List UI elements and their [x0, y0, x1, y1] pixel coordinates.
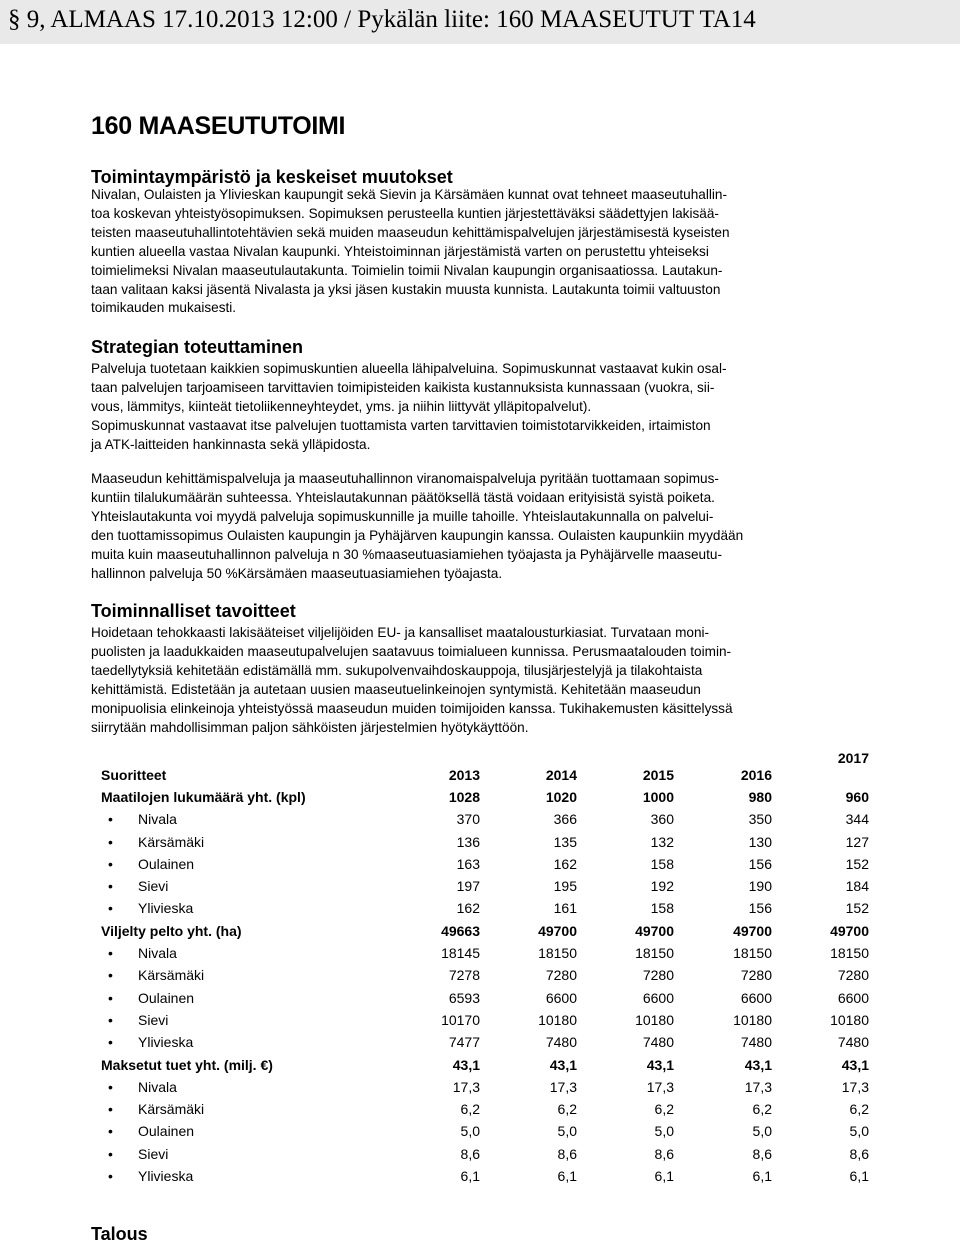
municipality-label: Oulainen — [138, 1123, 195, 1140]
table-cell: 366 — [553, 811, 577, 828]
table-cell: 18150 — [830, 945, 869, 962]
municipality-label: Oulainen — [138, 989, 195, 1006]
table-cell: 132 — [650, 833, 674, 850]
text-line: toimikauden mukaisesti. — [91, 300, 237, 316]
table-cell: 18150 — [538, 945, 577, 962]
table-cell: 6,2 — [752, 1101, 772, 1118]
group-total-cell: 980 — [748, 789, 772, 805]
table-cell: 17,3 — [549, 1078, 577, 1095]
table-cell: 350 — [748, 811, 772, 828]
table-cell: 5,0 — [849, 1123, 869, 1140]
table-cell: 8,6 — [460, 1145, 480, 1162]
group-total-cell: 43,1 — [646, 1056, 674, 1073]
table-cell: 195 — [553, 878, 577, 895]
group-total-cell: 1028 — [448, 789, 480, 805]
table-row — [91, 834, 881, 856]
text-line: toa koskevan yhteistyösopimuksen. Sopimuksen perusteella kuntien järjestettäväksi säädettyjen lakisää- — [91, 205, 719, 221]
table-row — [91, 878, 881, 900]
table-cell: 7477 — [448, 1034, 480, 1051]
table-cell: 8,6 — [557, 1145, 577, 1162]
section-heading-goals: Toiminnalliset tavoitteet — [91, 601, 296, 621]
text-line: Nivalan, Oulaisten ja Ylivieskan kaupungit sekä Sievin ja Kärsämäen kunnat ovat tehneet maaseutuhallin- — [91, 187, 728, 202]
municipality-label: Nivala — [138, 811, 177, 828]
text-line: taedellytyksiä kehitetään edistämällä mm. sukupolvenvaihdoskauppoja, tilusjärjestelyjä ja tilakohtaista — [91, 662, 703, 678]
table-cell: 360 — [650, 811, 674, 828]
table-cell: 10180 — [830, 1011, 869, 1028]
bullet-icon: • — [108, 989, 113, 1006]
table-cell: 7280 — [545, 967, 577, 984]
table-cell: 162 — [553, 855, 577, 872]
text-line: ja ATK-laitteiden hankinnasta sekä ylläpidosta. — [91, 436, 371, 452]
table-cell: 7480 — [642, 1034, 674, 1051]
table-cell: 190 — [748, 878, 772, 895]
table-cell: 17,3 — [646, 1078, 674, 1095]
table-cell: 8,6 — [849, 1145, 869, 1162]
table-cell: 10180 — [635, 1011, 674, 1028]
year-header: 2015 — [642, 767, 674, 783]
table-row — [91, 1168, 881, 1190]
table-cell: 5,0 — [752, 1123, 772, 1140]
table-body — [91, 789, 881, 1190]
group-total-cell: 43,1 — [549, 1056, 577, 1073]
table-cell: 344 — [845, 811, 869, 828]
table-cell: 161 — [553, 900, 577, 917]
header-bar — [0, 0, 960, 44]
group-total-cell: 49700 — [830, 922, 869, 939]
group-total-cell: 43,1 — [841, 1056, 869, 1073]
table-cell: 6,1 — [752, 1168, 772, 1185]
group-label: Maksetut tuet yht. (milj. €) — [101, 1056, 273, 1073]
table-cell: 5,0 — [460, 1123, 480, 1140]
municipality-label: Ylivieska — [138, 900, 194, 917]
table-cell: 156 — [748, 900, 772, 917]
table-cell: 7480 — [545, 1034, 577, 1051]
municipality-label: Sievi — [138, 878, 169, 895]
table-row — [91, 967, 881, 989]
section-heading-environment: Toimintaympäristö ja keskeiset muutokset — [91, 167, 453, 187]
group-total-cell: 1000 — [642, 789, 674, 805]
municipality-label: Kärsämäki — [138, 1101, 205, 1118]
table-row — [91, 1146, 881, 1168]
bullet-icon: • — [108, 1123, 113, 1140]
table-cell: 6,2 — [460, 1101, 480, 1118]
table-row — [91, 1123, 881, 1145]
page-title: 160 MAASEUTUTOIMI — [91, 112, 346, 140]
group-total-cell: 43,1 — [744, 1056, 772, 1073]
table-cell: 7480 — [740, 1034, 772, 1051]
municipality-label: Oulainen — [138, 855, 195, 872]
text-line: teisten maaseutuhallintotehtävien sekä muiden maaseudun kehittämispalvelujen järjestämisestä kyseisten — [91, 224, 730, 240]
table-cell: 135 — [553, 833, 577, 850]
text-line: hallinnon palveluja 50 %Kärsämäen maaseutuasiamiehen työajasta. — [91, 565, 503, 581]
table-cell: 6,2 — [557, 1101, 577, 1118]
text-line: puolisten ja laadukkaiden maaseutupalvelujen saatavuus toimialueen kunnissa. Perusmaatalouden toimin- — [91, 643, 732, 659]
table-cell: 10170 — [441, 1011, 480, 1028]
group-total-row — [91, 1057, 881, 1079]
group-total-cell: 49700 — [635, 922, 674, 939]
bullet-icon: • — [108, 833, 113, 850]
bullet-icon: • — [108, 967, 113, 984]
table-cell: 6600 — [642, 989, 674, 1006]
municipality-label: Kärsämäki — [138, 833, 205, 850]
table-cell: 6600 — [545, 989, 577, 1006]
table-cell: 6,2 — [849, 1101, 869, 1118]
municipality-label: Kärsämäki — [138, 967, 205, 984]
municipality-label: Sievi — [138, 1145, 169, 1162]
section-text-strategy — [91, 360, 871, 455]
municipality-label: Ylivieska — [138, 1168, 194, 1185]
table-row — [91, 900, 881, 922]
table-cell: 18150 — [635, 945, 674, 962]
municipality-label: Nivala — [138, 1078, 177, 1095]
text-line: Hoidetaan tehokkaasti lakisääteiset viljelijöiden EU- ja kansalliset maatalousturkiasiat. Turvataan moni- — [91, 625, 710, 640]
year-header: 2016 — [740, 767, 772, 783]
text-line: Yhteislautakunta voi myydä palveluja sopimuskunnille ja muille tahoille. Yhteislautakunnalla on palvelui- — [91, 508, 714, 524]
bullet-icon: • — [108, 878, 113, 895]
table-header-row — [91, 745, 881, 789]
group-label: Maatilojen lukumäärä yht. (kpl) — [101, 789, 306, 805]
group-total-cell: 49700 — [538, 922, 577, 939]
table-cell: 6,1 — [849, 1168, 869, 1185]
table-cell: 162 — [456, 900, 480, 917]
table-cell: 158 — [650, 855, 674, 872]
section-text-strategy-2 — [91, 470, 871, 583]
table-row — [91, 990, 881, 1012]
header-title: § 9, ALMAAS 17.10.2013 12:00 / Pykälän liite: 160 MAASEUTUT TA14 — [8, 6, 756, 33]
text-line: Sopimuskunnat vastaavat itse palvelujen tuottamista varten tarvittavien toimistotarvikkeiden, irtaimiston — [91, 417, 711, 433]
group-total-row — [91, 923, 881, 945]
table-cell: 197 — [456, 878, 480, 895]
group-total-cell: 1020 — [545, 789, 577, 805]
table-row — [91, 1012, 881, 1034]
bullet-icon: • — [108, 945, 113, 962]
group-total-cell: 49663 — [441, 922, 480, 939]
section-text-environment — [91, 186, 871, 318]
table-cell: 10180 — [733, 1011, 772, 1028]
table-cell: 7280 — [837, 967, 869, 984]
year-header: 2013 — [448, 767, 480, 783]
table-cell: 192 — [650, 878, 674, 895]
table-cell: 6600 — [837, 989, 869, 1006]
table-row — [91, 1079, 881, 1101]
bullet-icon: • — [108, 1168, 113, 1185]
table-cell: 8,6 — [654, 1145, 674, 1162]
text-line: kehittämistä. Edistetään ja autetaan uusien maaseutuelinkeinojen syntymistä. Kehitetään maaseudun — [91, 681, 701, 697]
table-row — [91, 945, 881, 967]
year-header: 2017 — [837, 750, 869, 766]
section-text-goals — [91, 624, 871, 737]
table-cell: 10180 — [538, 1011, 577, 1028]
text-line: siirrytään mahdollisimman paljon sähköisten järjestelmien hyötykäyttöön. — [91, 719, 529, 735]
table-cell: 163 — [456, 855, 480, 872]
table-cell: 136 — [456, 833, 480, 850]
table-cell: 5,0 — [654, 1123, 674, 1140]
table-cell: 17,3 — [841, 1078, 869, 1095]
year-header: 2014 — [545, 767, 577, 783]
table-cell: 7278 — [448, 967, 480, 984]
table-row — [91, 856, 881, 878]
text-line: Maaseudun kehittämispalveluja ja maaseutuhallinnon viranomaispalveluja pyritään tuottamaan sopimus- — [91, 471, 719, 486]
table-cell: 370 — [456, 811, 480, 828]
table-cell: 5,0 — [557, 1123, 577, 1140]
text-line: toimielimeksi Nivalan maaseutulautakunta. Toimielin toimii Nivalan kaupungin organisaatiossa. Lautakun- — [91, 262, 723, 278]
table-cell: 156 — [748, 855, 772, 872]
table-cell: 8,6 — [752, 1145, 772, 1162]
text-line: Palveluja tuotetaan kaikkien sopimuskuntien alueella lähipalveluina. Sopimuskunnat vastaavat kukin osal- — [91, 361, 727, 376]
section-heading-strategy: Strategian toteuttaminen — [91, 337, 304, 357]
group-total-row — [91, 789, 881, 811]
group-total-cell: 960 — [845, 789, 869, 805]
table-cell: 152 — [845, 855, 869, 872]
bullet-icon: • — [108, 1011, 113, 1028]
table-row — [91, 811, 881, 833]
table-cell: 6,1 — [460, 1168, 480, 1185]
table-cell: 6600 — [740, 989, 772, 1006]
table-cell: 6,1 — [654, 1168, 674, 1185]
table-cell: 18145 — [441, 945, 480, 962]
table-cell: 152 — [845, 900, 869, 917]
bullet-icon: • — [108, 855, 113, 872]
text-line: taan valitaan kaksi jäsentä Nivalasta ja yksi jäsen kustakin muusta kunnista. Lautakunta toimii valtuuston — [91, 281, 721, 297]
table-cell: 18150 — [733, 945, 772, 962]
table-cell: 6,1 — [557, 1168, 577, 1185]
bullet-icon: • — [108, 1078, 113, 1095]
bullet-icon: • — [108, 811, 113, 828]
table-cell: 17,3 — [452, 1078, 480, 1095]
text-line: vous, lämmitys, kiinteät tietoliikenneyhteydet, yms. ja niihin liittyvät ylläpitopalvelut). — [91, 398, 592, 414]
table-cell: 7480 — [837, 1034, 869, 1051]
table-cell: 6593 — [448, 989, 480, 1006]
text-line: den tuottamissopimus Oulaisten kaupungin ja Pyhäjärven kaupungin kanssa. Oulaisten kaupunkiin myydään — [91, 527, 744, 543]
table-row — [91, 1101, 881, 1123]
table-cell: 17,3 — [744, 1078, 772, 1095]
text-line: taan palvelujen tarjoamiseen tarvittavien toimipisteiden kaikista kustannuksista kunnassaan (vuokra, sii- — [91, 379, 715, 395]
bullet-icon: • — [108, 1034, 113, 1051]
municipality-label: Nivala — [138, 945, 177, 962]
municipality-label: Ylivieska — [138, 1034, 194, 1051]
municipality-label: Sievi — [138, 1011, 169, 1028]
table-cell: 184 — [845, 878, 869, 895]
table-cell: 7280 — [740, 967, 772, 984]
group-total-cell: 43,1 — [452, 1056, 480, 1073]
bullet-icon: • — [108, 900, 113, 917]
text-line: kuntien alueella vastaa Nivalan kaupunki. Yhteistoiminnan järjestämistä varten on perustettu yhteiseksi — [91, 243, 709, 259]
table-header-label: Suoritteet — [101, 767, 167, 783]
bullet-icon: • — [108, 1101, 113, 1118]
table-cell: 130 — [748, 833, 772, 850]
text-line: muita kuin maaseutuhallinnon palveluja n 30 %maaseutuasiamiehen työajasta ja Pyhäjärvelle maaseutu- — [91, 546, 722, 562]
bullet-icon: • — [108, 1145, 113, 1162]
table-cell: 127 — [845, 833, 869, 850]
section-heading-finance: Talous — [91, 1224, 148, 1244]
group-total-cell: 49700 — [733, 922, 772, 939]
table-cell: 6,2 — [654, 1101, 674, 1118]
table-row — [91, 1034, 881, 1056]
table-cell: 7280 — [642, 967, 674, 984]
text-line: kuntiin tilalukumäärän suhteessa. Yhteislautakunnan päätöksellä tästä voidaan erityisistä syistä poiketa. — [91, 489, 715, 505]
text-line: monipuolisia elinkeinoja yhteistyössä maaseudun muiden toimijoiden kanssa. Tukihakemusten käsittelyssä — [91, 700, 733, 716]
performance-table — [91, 745, 881, 1190]
table-cell: 158 — [650, 900, 674, 917]
group-label: Viljelty pelto yht. (ha) — [101, 922, 242, 939]
